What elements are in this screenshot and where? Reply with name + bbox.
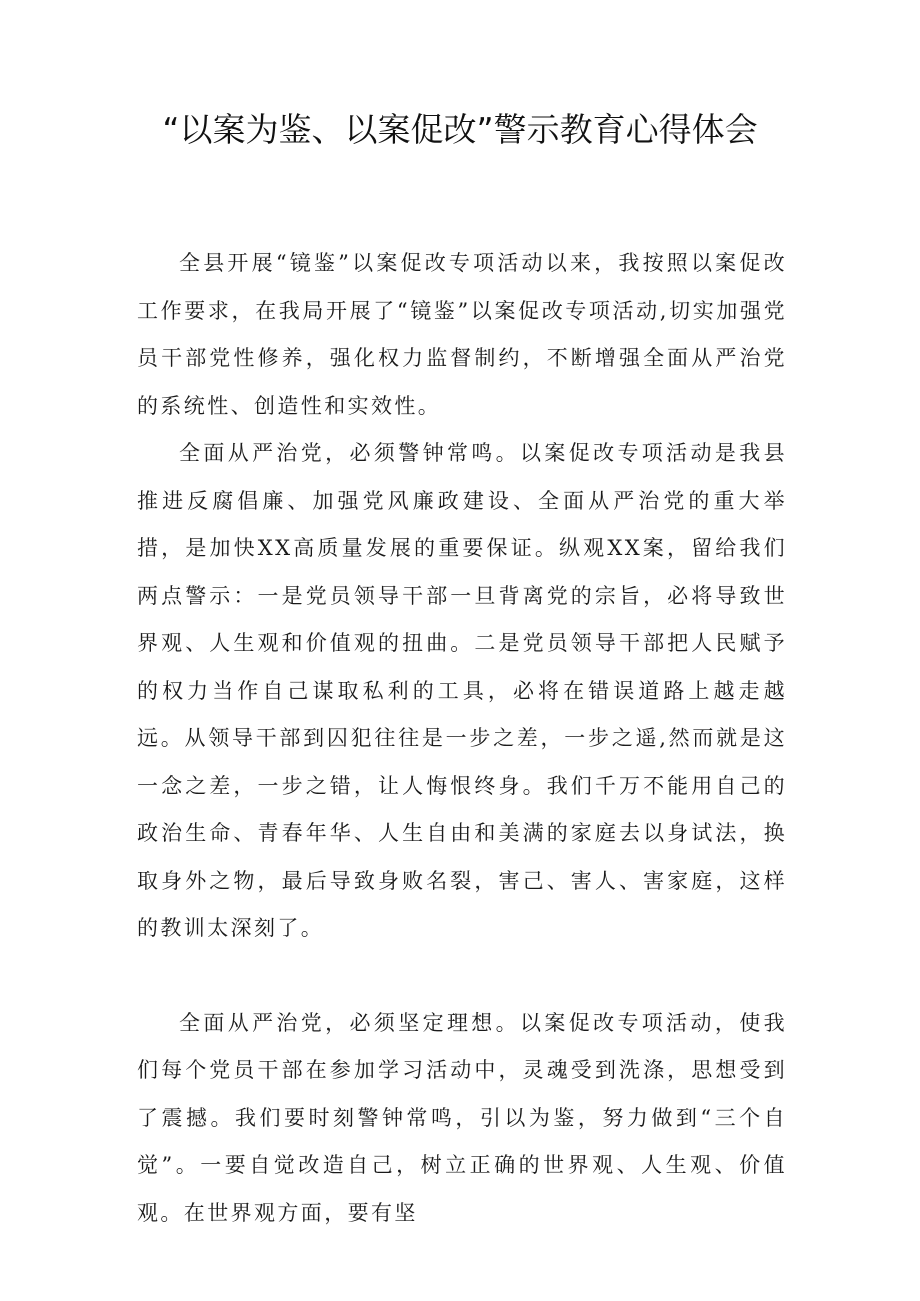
- document-body: [137, 240, 787, 1237]
- paragraph-1: 全县开展“镜鉴”以案促改专项活动以来，我按照以案促改工作要求，在我局开展了“镜鉴”以案促改专项活动,切实加强党员干部党性修养，强化权力监督制约，不断增强全面从严治党的系统性、创造性和实效性。: [137, 251, 787, 418]
- document-title: “以案为鉴、以案促改”警示教育心得体会: [162, 110, 758, 149]
- paragraph-2: 全面从严治党，必须警钟常鸣。以案促改专项活动是我县推进反腐倡廉、加强党风廉政建设、全面从严治党的重大举措，是加快XX高质量发展的重要保证。纵观XX案，留给我们两点警示：一是党员领导干部一旦背离党的宗旨，必将导致世界观、人生观和价值观的扭曲。二是党员领导干部把人民赋予的权力当作自己谋取私利的工具，必将在错误道路上越走越远。从领导干部到囚犯往往是一步之差，一步之遥,然而就是这一念之差，一步之错，让人悔恨终身。我们千万不能用自己的政治生命、青春年华、人生自由和美满的家庭去以身试法，换取身外之物，最后导致身败名裂，害己、害人、害家庭，这样的教训太深刻了。: [137, 441, 787, 940]
- paragraph-3: 全面从严治党，必须坚定理想。以案促改专项活动，使我们每个党员干部在参加学习活动中，灵魂受到洗涤，思想受到了震撼。我们要时刻警钟常鸣，引以为鉴，努力做到“三个自觉”。一要自觉改造自己，树立正确的世界观、人生观、价值观。在世界观方面，要有坚: [137, 1010, 787, 1225]
- paragraph-spacer: [137, 953, 787, 1000]
